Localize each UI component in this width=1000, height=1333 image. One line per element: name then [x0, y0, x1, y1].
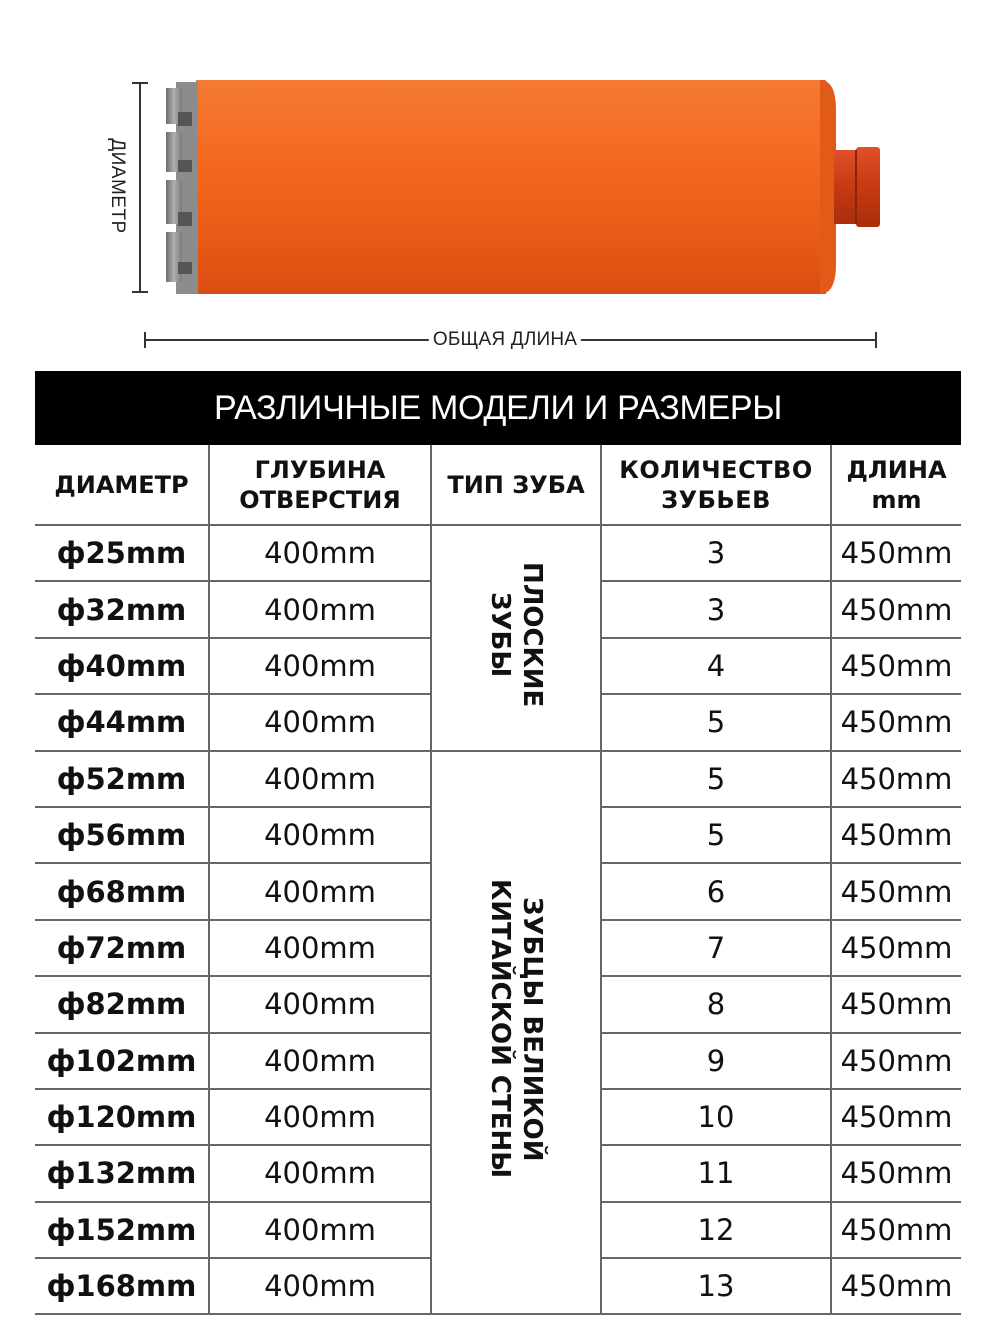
cell-hole-depth: 400mm: [209, 1145, 431, 1201]
cell-diameter: ф72mm: [35, 920, 209, 976]
cell-teeth-count: 10: [601, 1089, 831, 1145]
cell-diameter: ф40mm: [35, 638, 209, 694]
header-teeth-count: КОЛИЧЕСТВО ЗУБЬЕВ: [601, 445, 831, 525]
drill-body: [196, 80, 826, 294]
header-hole-depth: ГЛУБИНА ОТВЕРСТИЯ: [209, 445, 431, 525]
cell-tooth-type-group: [431, 751, 601, 1315]
cell-diameter: ф152mm: [35, 1202, 209, 1258]
cell-length: 450mm: [831, 863, 961, 919]
diameter-dimension-label: ДИАМЕТР: [107, 138, 128, 234]
cell-teeth-count: 5: [601, 694, 831, 750]
cell-hole-depth: 400mm: [209, 1089, 431, 1145]
cell-diameter: ф56mm: [35, 807, 209, 863]
cell-hole-depth: 400mm: [209, 920, 431, 976]
cell-length: 450mm: [831, 920, 961, 976]
cell-diameter: ф52mm: [35, 751, 209, 807]
cell-hole-depth: 400mm: [209, 581, 431, 637]
cell-hole-depth: 400mm: [209, 525, 431, 581]
cell-teeth-count: 6: [601, 863, 831, 919]
cell-diameter: ф32mm: [35, 581, 209, 637]
cell-hole-depth: 400mm: [209, 1202, 431, 1258]
cell-teeth-count: 8: [601, 976, 831, 1032]
cell-diameter: ф102mm: [35, 1033, 209, 1089]
size-specification-table: [35, 445, 961, 1315]
cell-teeth-count: 9: [601, 1033, 831, 1089]
header-tooth-type: ТИП ЗУБА: [431, 445, 601, 525]
cell-tooth-type-group: [431, 525, 601, 751]
tooth-type-label: ЗУБЦЫ ВЕЛИКОЙ КИТАЙСКОЙ СТЕНЫ: [485, 879, 547, 1179]
cell-teeth-count: 12: [601, 1202, 831, 1258]
cell-teeth-count: 7: [601, 920, 831, 976]
table-row: [35, 525, 961, 581]
overall-length-label: ОБЩАЯ ДЛИНА: [429, 329, 581, 351]
diameter-dimension-line: [132, 83, 148, 292]
cell-hole-depth: 400mm: [209, 1258, 431, 1314]
cell-diameter: ф25mm: [35, 525, 209, 581]
cell-length: 450mm: [831, 1202, 961, 1258]
cell-hole-depth: 400mm: [209, 638, 431, 694]
cell-hole-depth: 400mm: [209, 807, 431, 863]
cell-hole-depth: 400mm: [209, 751, 431, 807]
cell-teeth-count: 5: [601, 751, 831, 807]
cell-length: 450mm: [831, 694, 961, 750]
cell-diameter: ф68mm: [35, 863, 209, 919]
cell-teeth-count: 3: [601, 525, 831, 581]
cell-diameter: ф82mm: [35, 976, 209, 1032]
table-row: [35, 751, 961, 807]
cell-diameter: ф120mm: [35, 1089, 209, 1145]
cell-length: 450mm: [831, 1145, 961, 1201]
cell-diameter: ф132mm: [35, 1145, 209, 1201]
cell-length: 450mm: [831, 751, 961, 807]
cell-teeth-count: 3: [601, 581, 831, 637]
models-sizes-banner: [35, 371, 961, 445]
cell-length: 450mm: [831, 525, 961, 581]
drill-shank: [834, 147, 880, 227]
tooth-type-label: ПЛОСКИЕ ЗУБЫ: [485, 561, 547, 707]
cell-hole-depth: 400mm: [209, 976, 431, 1032]
header-diameter: ДИАМЕТР: [35, 445, 209, 525]
cell-teeth-count: 4: [601, 638, 831, 694]
cell-hole-depth: 400mm: [209, 1033, 431, 1089]
cell-hole-depth: 400mm: [209, 694, 431, 750]
cell-length: 450mm: [831, 976, 961, 1032]
banner-title: РАЗЛИЧНЫЕ МОДЕЛИ И РАЗМЕРЫ: [213, 388, 783, 427]
cell-length: 450mm: [831, 1033, 961, 1089]
cell-teeth-count: 13: [601, 1258, 831, 1314]
core-drill-bit-illustration: [0, 0, 1000, 360]
header-length: ДЛИНА mm: [831, 445, 961, 525]
cell-length: 450mm: [831, 1089, 961, 1145]
cell-length: 450mm: [831, 638, 961, 694]
table-header-row: [35, 445, 961, 525]
cell-teeth-count: 11: [601, 1145, 831, 1201]
diamond-segments: [166, 82, 198, 294]
cell-hole-depth: 400mm: [209, 863, 431, 919]
cell-teeth-count: 5: [601, 807, 831, 863]
cell-length: 450mm: [831, 1258, 961, 1314]
cell-length: 450mm: [831, 581, 961, 637]
cell-diameter: ф168mm: [35, 1258, 209, 1314]
cell-diameter: ф44mm: [35, 694, 209, 750]
cell-length: 450mm: [831, 807, 961, 863]
